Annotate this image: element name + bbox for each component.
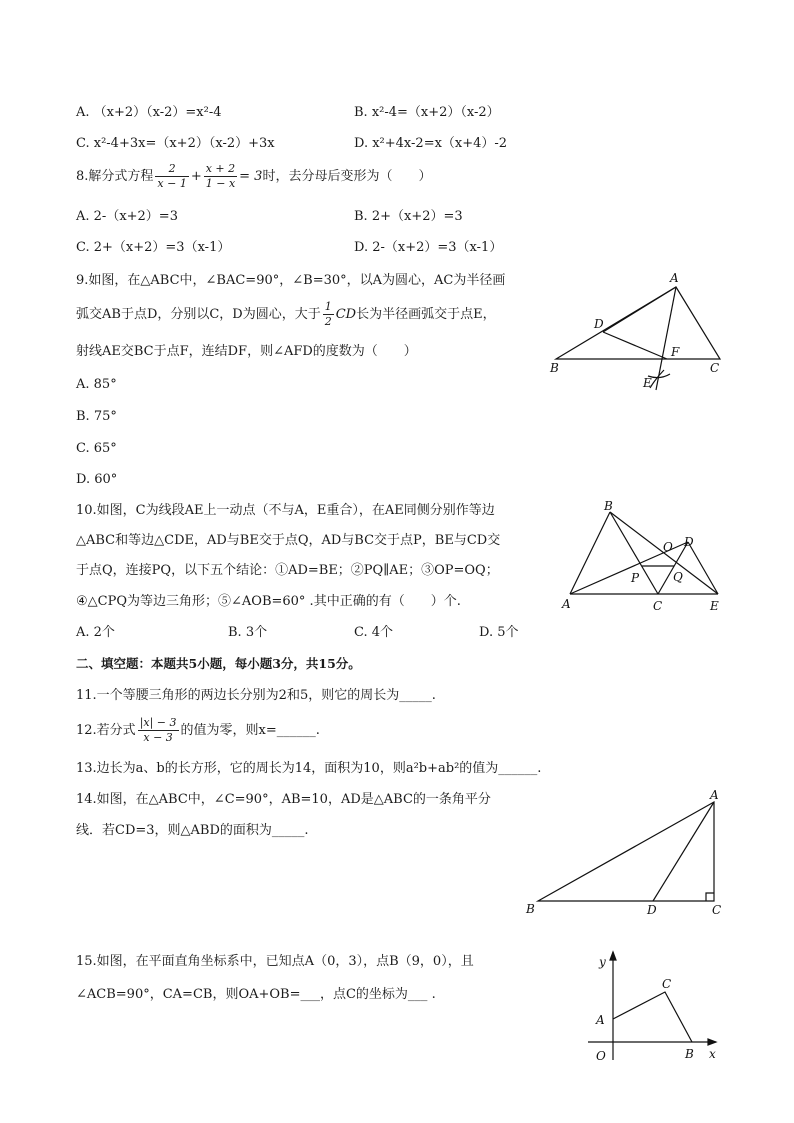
q8-equals: = 3 [239, 169, 263, 184]
q14-line-2: 线．若CD=3，则△ABD的面积为_____. [76, 823, 309, 838]
q10-label-p: P [631, 571, 640, 585]
q10-option-c: C. 4个 [354, 625, 394, 640]
q9-segment-df [603, 332, 667, 359]
q9-option-a: A. 85° [76, 377, 117, 392]
q10-figure [558, 498, 728, 616]
q15-figure [588, 948, 728, 1066]
q9-label-b: B [550, 361, 559, 375]
q9-segment-ad [603, 287, 676, 332]
q15-label-b: B [685, 1047, 694, 1061]
q9-line-1: 9.如图，在△ABC中，∠BAC=90°，∠B=30°，以A为圆心，AC为半径画 [76, 273, 506, 288]
q12-text: 12.若分式 $\frac{|x| - 3}{x - 3}$ 的值为零，则x=______. [76, 716, 320, 744]
q10-segment-ab [570, 512, 610, 594]
q14-label-c: C [712, 903, 722, 917]
q8-option-c: C. 2+（x+2）=3（x-1） [76, 240, 231, 255]
q14-bisector-ad [653, 802, 714, 901]
q10-label-b: B [604, 499, 613, 513]
q10-label-d: D [684, 535, 694, 549]
q13-text: 13.边长为a、b的长方形，它的周长为14，面积为10，则a²b+ab²的值为______. [76, 761, 542, 776]
q9-label-f: F [671, 345, 680, 359]
q8-plus: + [190, 169, 202, 184]
q8-option-a: A. 2-（x+2）=3 [76, 209, 178, 224]
q10-line-1: 10.如图，C为线段AE上一动点（不与A，E重合），在AE同侧分别作等边 [76, 503, 495, 518]
q9-option-d: D. 60° [76, 472, 118, 487]
q8-fraction-2: $\frac{x + 2}{1 - x}$ [205, 162, 236, 190]
q9-label-c: C [710, 361, 720, 375]
q8-prefix: 8.解分式方程 [76, 169, 154, 184]
q12-fraction: $\frac{|x| - 3}{x - 3}$ [139, 716, 177, 744]
q7-option-d: D. x²+4x-2=x（x+4）-2 [354, 136, 508, 151]
q15-label-o: O [596, 1049, 606, 1063]
q10-label-a: A [562, 597, 571, 611]
section-2-heading: 二、填空题：本题共5小题，每小题3分，共15分。 [76, 656, 361, 671]
q9-option-b: B. 75° [76, 409, 117, 424]
q10-line-2: △ABC和等边△CDE，AD与BE交于点Q，AD与BC交于点P，BE与CD交 [76, 533, 501, 548]
q14-right-angle-mark [706, 893, 714, 901]
q9-label-a: A [670, 271, 679, 285]
q15-label-y: y [599, 955, 606, 969]
q14-triangle-abc [538, 802, 714, 901]
q15-segments-ac-cb [613, 992, 692, 1042]
q15-x-arrow [708, 1039, 716, 1045]
q10-label-e: E [710, 599, 719, 613]
q15-label-x: x [709, 1047, 716, 1061]
q15-label-c: C [662, 977, 672, 991]
q14-figure [522, 786, 727, 918]
q10-label-c: C [653, 599, 663, 613]
q8-option-d: D. 2-（x+2）=3（x-1） [354, 240, 503, 255]
q9-line-3: 射线AE交BC于点F，连结DF，则∠AFD的度数为（ ） [76, 344, 417, 359]
q8-option-b: B. 2+（x+2）=3 [354, 209, 463, 224]
q14-label-d: D [647, 903, 657, 917]
q9-line-2: 弧交AB于点D，分别以C，D为圆心，大于 $\frac{1}{2}$ CD长为半径画弧交于点E， [76, 300, 496, 328]
q14-label-a: A [710, 788, 719, 802]
q9-label-d: D [594, 317, 604, 331]
q15-label-a: A [596, 1013, 605, 1027]
q10-option-b: B. 3个 [228, 625, 268, 640]
q10-line-3: 于点Q，连接PQ，以下五个结论：①AD=BE；②PQ∥AE；③OP=OQ； [76, 563, 499, 578]
q15-y-arrow [610, 952, 616, 960]
q14-line-1: 14.如图，在△ABC中，∠C=90°，AB=10，AD是△ABC的一条角平分 [76, 792, 491, 807]
q8-fraction-1: $\frac{2}{x - 1}$ [157, 162, 187, 190]
q14-label-b: B [526, 902, 535, 916]
q9-half-fraction: $\frac{1}{2}$ [324, 300, 332, 328]
q10-option-d: D. 5个 [479, 625, 519, 640]
q7-option-b: B. x²-4=（x+2）（x-2） [354, 105, 500, 120]
q9-figure [548, 270, 728, 400]
q10-label-o: O [663, 540, 673, 554]
q8-stem [76, 162, 431, 192]
q9-triangle-abc [556, 287, 720, 359]
q9-label-e: E [643, 376, 652, 390]
q10-segment-de [688, 542, 718, 594]
q7-option-a: A. （x+2）（x-2）=x²-4 [76, 105, 222, 120]
q10-option-a: A. 2个 [76, 625, 115, 640]
q8-suffix: 时，去分母后变形为（ ） [262, 169, 432, 184]
q10-label-q: Q [673, 570, 683, 584]
q15-line-1: 15.如图，在平面直角坐标系中，已知点A（0，3），点B（9，0），且 [76, 954, 474, 969]
q7-option-c: C. x²-4+3x=（x+2）（x-2）+3x [76, 136, 275, 151]
q15-line-2: ∠ACB=90°，CA=CB，则OA+OB=___，点C的坐标为___ . [76, 987, 436, 1002]
q9-option-c: C. 65° [76, 441, 117, 456]
q10-line-4: ④△CPQ为等边三角形；⑤∠AOB=60° .其中正确的有（ ）个. [76, 594, 461, 609]
q11-text: 11.一个等腰三角形的两边长分别为2和5，则它的周长为_____. [76, 688, 436, 703]
